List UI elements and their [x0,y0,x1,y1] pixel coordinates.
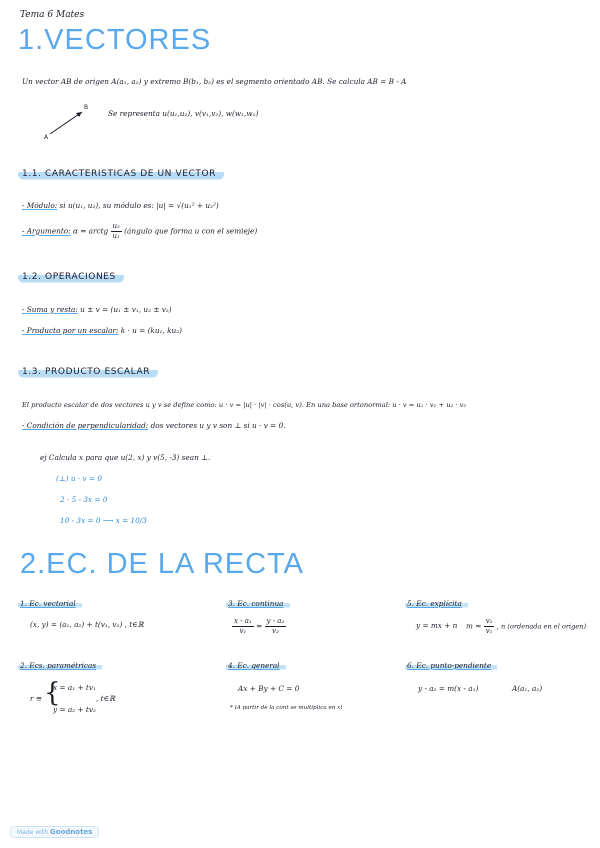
ec-explicita-title: 5. Ec. explícita [405,599,468,608]
subsection-1-2-title: 1.2. OPERACIONES [18,271,124,283]
vector-arrow-line [50,112,82,134]
subsection-1-1-title: 1.1. CARACTERISTICAS DE UN VECTOR [18,168,224,180]
ec-explicita-m: m = $\frac{\text{v₂}}{\text{v₁}}$ , n (ordenada en el origen) [466,617,587,635]
suma-label: - Suma y resta: [22,305,78,314]
section-1-title: 1.VECTORES [18,24,212,56]
example-step-1: (⊥) u · v = 0 [56,474,103,483]
argumento-formula: α = arctg [72,226,109,236]
parametricas-line-1: x = a₁ + tv₁ [53,683,96,692]
vector-definition: Un vector AB de origen A(a₁, a₂) y extremo B(b₁, b₂) es el segmento orientado AB. Se calcula AB = B - A [22,77,407,86]
ec-explicita-eq: y = mx + n [416,621,458,630]
goodnotes-badge[interactable] [10,826,99,838]
producto-text: k · u = (ku₁, ku₂) [120,326,182,335]
producto-escalar-definition: El producto escalar de dos vectores u y v se define como: u · v = |u| · |v| · cos(u, v). En una base ortonormal: u · v = u₁ · v₁ + u₂ · v₂ [22,401,467,409]
point-b-label: B [84,104,89,111]
producto-label: - Producto por un escalar: [22,326,119,335]
perpendicular-label: - Condición de perpendicularidad: [22,421,149,430]
argumento-label: - Argumento: [22,226,71,236]
modulo-text: si u(u₁, u₂), su módulo es: |u| = √(u₁² + u₂²) [59,201,219,210]
parametricas-brace: { [44,678,61,708]
goodnotes-logo-text: Goodnotes [49,828,93,836]
ec-punto-pendiente-point: A(a₁, a₂) [512,684,543,693]
ec-punto-pendiente-title: 6. Ec. punto-pendiente [405,661,497,670]
subsection-1-3-title: 1.3. PRODUCTO ESCALAR [18,366,158,378]
section-2-title: 2.EC. DE LA RECTA [20,548,304,580]
ec-vectorial-eq: (x, y) = (a₁, a₂) + t(v₁, v₂) , t∈ℝ [30,620,144,629]
parametricas-line-2: y = a₂ + tv₂ [53,705,96,714]
modulo-label: - Módulo: [22,201,58,210]
ec-continua-title: 3. Ec. continua [226,599,290,608]
ec-general-title: 4. Ec. general [226,661,286,670]
example-statement: ej Calcula x para que u(2, x) y v(5, -3) sean ⊥. [40,453,211,462]
ec-punto-pendiente-eq: y - a₂ = m(x - a₁) [418,684,479,693]
vector-representation: Se representa u(u₁,u₂), v(v₁,v₂), w(w₁,w₂) [108,109,259,118]
ec-general-note: * (A partir de la cont se multiplica en x) [230,705,343,711]
made-with-label: Made with [17,829,48,836]
ec-vectorial-title: 1. Ec. vectorial [18,599,82,608]
suma-text: u ± v = (u₁ ± v₁, u₂ ± v₂) [80,305,172,314]
topic-label: Tema 6 Mates [20,10,85,20]
parametricas-r: r ≡ [30,694,42,703]
parametricas-t: , t∈ℝ [96,694,116,703]
ec-general-eq: Ax + By + C = 0 [238,684,300,693]
perpendicular-text: dos vectores u y v son ⊥ si u · v = 0. [150,421,286,430]
example-step-3: 10 - 3x = 0 ⟶ x = 10/3 [60,516,147,525]
example-step-2: 2 · 5 - 3x = 0 [60,495,108,504]
vector-arrow-head [76,112,82,117]
argumento-fraction: $\frac{\text{u₂}}{\text{u₁}}$ [112,222,120,240]
point-a-label: A [44,134,49,141]
argumento-note: (ángulo que forma u con el semieje) [124,226,258,236]
ec-continua-eq: $\frac{\text{x - a₁}}{\text{v₁}}$ = $\frac{\text{y - a₂}}{\text{v₂}}$ [234,617,285,635]
ec-parametricas-title: 2. Ecs. paramétricas [18,661,102,670]
